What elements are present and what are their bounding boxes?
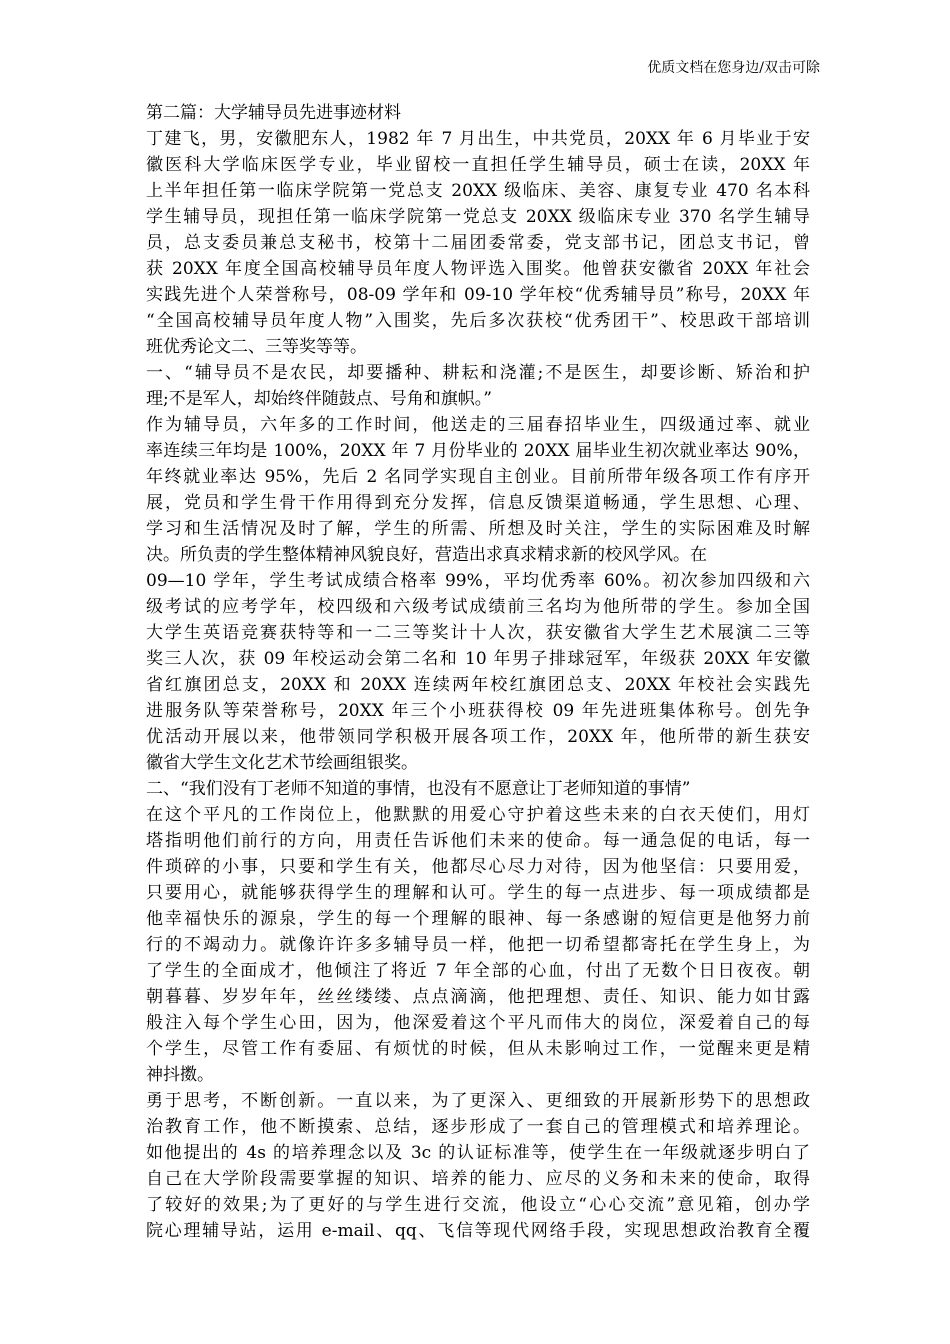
text-line: 实践先进个人荣誉称号，08-09 学年和 09-10 学年校“优秀辅导员”称号，20XX 年 [146,285,810,305]
text-line: 班优秀论文二、三等奖等等。 [146,337,367,357]
text-line: 他幸福快乐的源泉，学生的每一个理解的眼神、每一条感谢的短信更是他努力前 [146,909,810,929]
text-line: 丁建飞，男，安徽肥东人，1982 年 7 月出生，中共党员，20XX 年 6 月毕业于安 [146,129,810,149]
text-line: 获 20XX 年度全国高校辅导员年度人物评选入围奖。他曾获安徽省 20XX 年社会 [146,259,810,279]
text-line: 只要用心，就能够获得学生的理解和认可。学生的每一点进步、每一项成绩都是 [146,883,810,903]
text-line: 优活动开展以来，他带领同学积极开展各项工作，20XX 年，他所带的新生获安 [146,727,810,747]
text-line: 自己在大学阶段需要掌握的知识、培养的能力、应尽的义务和未来的使命，取得 [146,1169,810,1189]
text-line: 率连续三年均是 100%，20XX 年 7 月份毕业的 20XX 届毕业生初次就业率达 90%， [146,441,810,461]
text-line: 大学生英语竞赛获特等和一二三等奖计十人次，获安徽省大学生艺术展演二三等 [146,623,810,643]
document-title: 第二篇：大学辅导员先进事迹材料 [146,103,401,123]
text-line: 塔指明他们前行的方向，用责任告诉他们未来的使命。每一通急促的电话，每一 [146,831,810,851]
text-line: 进服务队等荣誉称号，20XX 年三个小班获得校 09 年先进班集体称号。创先争 [146,701,810,721]
text-line: 件琐碎的小事，只要和学生有关，他都尽心尽力对待，因为他坚信：只要用爱， [146,857,810,877]
text-line: 院心理辅导站，运用 e-mail、qq、飞信等现代网络手段，实现思想政治教育全覆 [146,1221,810,1241]
text-line: 了学生的全面成才，他倾注了将近 7 年全部的心血，付出了无数个日日夜夜。朝 [146,961,810,981]
text-line: “全国高校辅导员年度人物”入围奖，先后多次获校“优秀团干”、校思政干部培训 [146,311,810,331]
text-line: 了较好的效果;为了更好的与学生进行交流，他设立“心心交流”意见箱，创办学 [146,1195,810,1215]
text-line: 如他提出的 4s 的培养理念以及 3c 的认证标准等，使学生在一年级就逐步明白了 [146,1143,810,1163]
text-line: 徽医科大学临床医学专业，毕业留校一直担任学生辅导员，硕士在读，20XX 年 [146,155,810,175]
text-line: 勇于思考，不断创新。一直以来，为了更深入、更细致的开展新形势下的思想政 [146,1091,810,1111]
text-line: 上半年担任第一临床学院第一党总支 20XX 级临床、美容、康复专业 470 名本科 [146,181,810,201]
text-line: 治教育工作，他不断摸索、总结，逐步形成了一套自己的管理模式和培养理论。 [146,1117,810,1137]
text-line: 09—10 学年，学生考试成绩合格率 99%，平均优秀率 60%。初次参加四级和六 [146,571,810,591]
text-line: 一、“辅导员不是农民，却要播种、耕耘和浇灌;不是医生，却要诊断、矫治和护 [146,363,810,383]
document-lines [146,126,810,1244]
text-line: 展，党员和学生骨干作用得到充分发挥，信息反馈渠道畅通，学生思想、心理、 [146,493,810,513]
text-line: 个学生，尽管工作有委屈、有烦忧的时候，但从未影响过工作，一觉醒来更是精 [146,1039,810,1059]
text-line: 二、“我们没有丁老师不知道的事情，也没有不愿意让丁老师知道的事情” [146,779,691,799]
text-line: 作为辅导员，六年多的工作时间，他送走的三届春招毕业生，四级通过率、就业 [146,415,810,435]
text-line: 学习和生活情况及时了解，学生的所需、所想及时关注，学生的实际困难及时解 [146,519,810,539]
text-line: 朝暮暮、岁岁年年，丝丝缕缕、点点滴滴，他把理想、责任、知识、能力如甘露 [146,987,810,1007]
text-line: 神抖擞。 [146,1065,214,1085]
text-line: 在这个平凡的工作岗位上，他默默的用爱心守护着这些未来的白衣天使们，用灯 [146,805,810,825]
text-line: 理;不是军人，却始终伴随鼓点、号角和旗帜。” [146,389,492,409]
document-body [146,100,810,1244]
text-line: 行的不竭动力。就像许许多多辅导员一样，他把一切希望都寄托在学生身上，为 [146,935,810,955]
text-line: 般注入每个学生心田，因为，他深爱着这个平凡而伟大的岗位，深爱着自己的每 [146,1013,810,1033]
text-line: 省红旗团总支，20XX 和 20XX 连续两年校红旗团总支、20XX 年校社会实践先 [146,675,810,695]
text-line: 徽省大学生文化艺术节绘画组银奖。 [146,753,418,773]
text-line: 奖三人次，获 09 年校运动会第二名和 10 年男子排球冠军，年级获 20XX 年安徽 [146,649,810,669]
text-line: 决。所负责的学生整体精神风貌良好，营造出求真求精求新的校风学风。在 [146,545,707,565]
text-line: 员，总支委员兼总支秘书，校第十二届团委常委，党支部书记，团总支书记，曾 [146,233,810,253]
text-line: 学生辅导员，现担任第一临床学院第一党总支 20XX 级临床专业 370 名学生辅导 [146,207,810,227]
text-line: 级考试的应考学年，校四级和六级考试成绩前三名均为他所带的学生。参加全国 [146,597,810,617]
text-line: 年终就业率达 95%，先后 2 名同学实现自主创业。目前所带年级各项工作有序开 [146,467,810,487]
header-note: 优质文档在您身边/双击可除 [647,60,820,76]
